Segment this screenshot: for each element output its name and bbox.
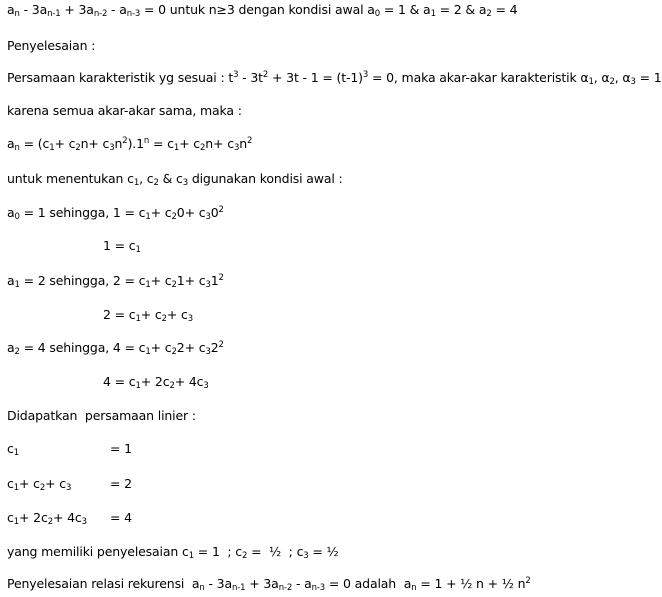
linear-eq-3-rhs: = 4 <box>110 510 132 525</box>
condition-a0-result: $1 = c_1$ <box>103 238 141 255</box>
linear-eq-3-lhs: $c_1+ 2c_2+ 4c_3$ <box>7 510 87 527</box>
linear-system-heading: Didapatkan persamaan linier : <box>7 408 196 423</box>
initial-condition-intro: untuk menentukan $c_1$, $c_2$ & $c_3$ digunakan kondisi awal : <box>7 171 343 188</box>
general-solution: $a_n = (c_1+ c_2n+ c_3n^2).1^n = c_1+ c_2n+ c_3n^2$ <box>7 136 253 153</box>
solution-heading: Penyelesaian : <box>7 38 96 53</box>
final-answer: Penyelesaian relasi rekurensi $a_n - 3a_{n-1} + 3a_{n-2} - a_{n-3} = 0$ adalah $a_n = 1$ + ½ n + ½ $n^2$ <box>7 576 531 593</box>
problem-statement: $a_n - 3a_{n-1} + 3a_{n-2} - a_{n-3} = 0$ untuk n≥3 dengan kondisi awal $a_0 = 1$ & $a_1 = 2$ & $a_2 = 4$ <box>7 2 518 19</box>
condition-a1: $a_1 = 2$ sehingga, $2 = c_1+ c_21+ c_31^2$ <box>7 273 224 290</box>
characteristic-equation: Persamaan karakteristik yg sesuai : $t^3 - 3t^2 + 3t - 1 = (t-1)^3 = 0$, maka akar-akar karakteristik $\alpha_1$, $\alpha_2$, $\alpha_3 = 1$ <box>7 70 662 87</box>
condition-a2: $a_2 = 4$ sehingga, $4 = c_1+ c_22+ c_32^2$ <box>7 340 224 357</box>
linear-eq-2 <box>7 476 207 492</box>
condition-a2-result: $4 = c_1+ 2c_2+ 4c_3$ <box>103 374 209 391</box>
linear-eq-2-lhs: $c_1+ c_2+ c_3$ <box>7 476 72 493</box>
linear-eq-2-rhs: = 2 <box>110 476 132 491</box>
condition-a1-result: $2 = c_1+ c_2+ c_3$ <box>103 307 194 324</box>
linear-eq-1-rhs: = 1 <box>110 441 132 456</box>
condition-a0: $a_0 = 1$ sehingga, $1 = c_1+ c_20+ c_30^2$ <box>7 205 224 222</box>
coefficient-solution: yang memiliki penyelesaian $c_1 = 1$ ; $c_2$ = ½ ; $c_3$ = ½ <box>7 544 339 561</box>
linear-eq-3 <box>7 510 207 526</box>
linear-eq-1-lhs: $c_1$ <box>7 441 19 458</box>
linear-eq-1 <box>7 441 207 457</box>
equal-roots-note: karena semua akar-akar sama, maka : <box>7 103 242 118</box>
